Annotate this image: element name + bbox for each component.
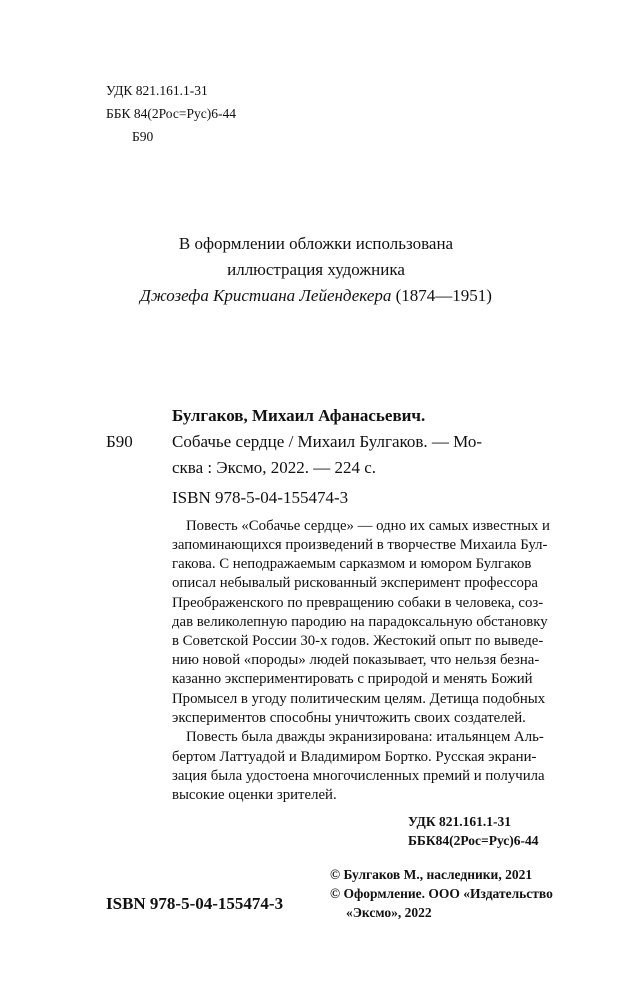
annotation-p1-line-6: дав великолепную пародию на парадоксальную обстановку [172, 614, 548, 630]
artist-years: (1874—1951) [391, 286, 492, 305]
bib-author-mark: Б90 [106, 432, 133, 451]
bib-isbn: ISBN 978-5-04-155474-3 [172, 488, 349, 507]
bbk-code-bottom: ББК84(2Рос=Рус)6-44 [408, 833, 539, 848]
annotation-p1-line-5: Преображенского по превращению собаки в человека, соз- [172, 595, 544, 611]
udk-code: УДК 821.161.1-31 [106, 83, 208, 98]
annotation-p1-line-11: экспериментов способны уничтожить своих создателей. [172, 710, 526, 726]
udk-code-bottom: УДК 821.161.1-31 [408, 814, 511, 829]
bbk-code: ББК 84(2Рос=Рус)6-44 [106, 106, 236, 121]
annotation-p1-line-1: Повесть «Собачье сердце» — одно их самых известных и [186, 518, 550, 534]
copyright-author: © Булгаков М., наследники, 2021 [330, 867, 533, 882]
annotation-p1-line-3: гакова. С неподражаемым сарказмом и юмором Булгаков [172, 556, 532, 572]
annotation-p2-line-4: высокие оценки зрителей. [172, 787, 337, 803]
bib-title-line-2: сква : Эксмо, 2022. — 224 с. [172, 458, 377, 477]
annotation-p2-line-3: зация была удостоена многочисленных премий и получила [172, 768, 545, 784]
cover-note-line2: иллюстрация художника [227, 260, 405, 279]
annotation-p1-line-10: Промысел в угоду политическим целям. Детища подобных [172, 691, 546, 707]
annotation-p1-line-7: в Советской России 30-х годов. Жестокий опыт по выведе- [172, 633, 544, 649]
cover-note-line1: В оформлении обложки использована [178, 234, 454, 253]
annotation-p2-line-1: Повесть была дважды экранизирована: итальянцем Аль- [186, 729, 544, 745]
footer-isbn: ISBN 978-5-04-155474-3 [106, 894, 284, 913]
annotation-p1-line-8: нию новой «породы» людей показывает, что нельзя безна- [172, 652, 540, 668]
annotation-p1-line-9: казанно экспериментировать с природой и менять Божий [172, 671, 533, 687]
annotation-p2-line-2: бертом Латтуадой и Владимиром Бортко. Русская экрани- [172, 749, 537, 765]
copyright-design-line-1: © Оформление. ООО «Издательство [330, 886, 553, 901]
copyright-design-line-2: «Эксмо», 2022 [346, 905, 432, 920]
bib-title-line-1: Собачье сердце / Михаил Булгаков. — Мо- [172, 432, 483, 451]
annotation-p1-line-4: описал небывалый рискованный эксперимент профессора [172, 575, 538, 591]
cover-note-line3 [0, 284, 632, 308]
artist-name: Джозефа Кристиана Лейендекера [140, 286, 392, 305]
annotation-p1-line-2: запоминающихся произведений в творчестве Михаила Бул- [172, 537, 548, 553]
author-mark-top: Б90 [132, 129, 154, 144]
bib-author: Булгаков, Михаил Афанасьевич. [172, 406, 426, 425]
